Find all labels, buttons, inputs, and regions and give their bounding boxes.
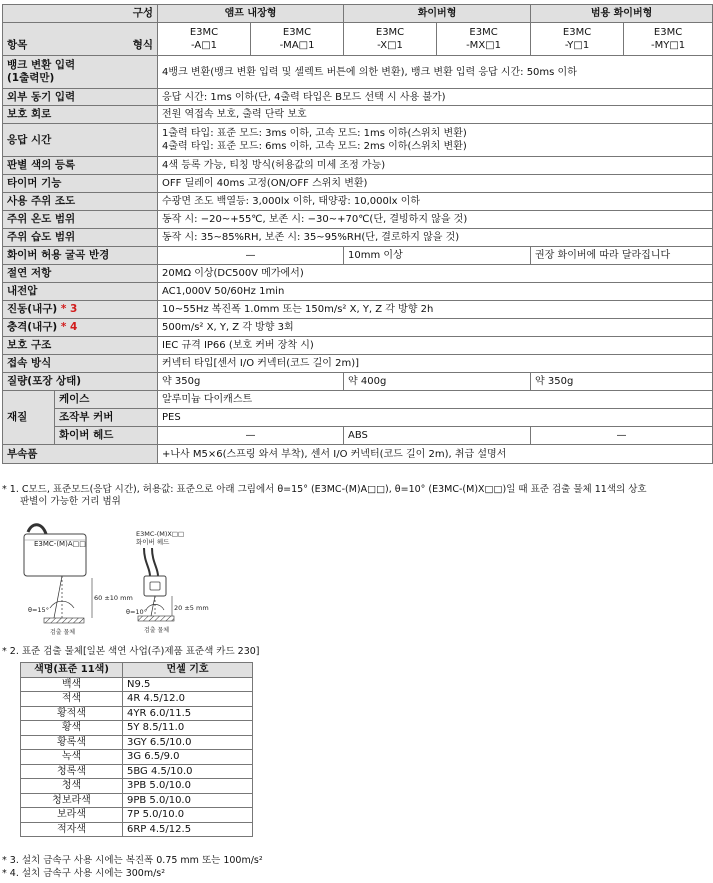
distance-left-label: 60 ±10 mm	[94, 594, 133, 602]
row-color-reg-label: 판별 색의 등록	[3, 157, 158, 175]
munsell-code: 9PB 5.0/10.0	[123, 793, 253, 808]
row-vib	[3, 301, 713, 319]
color-table-header	[21, 663, 253, 678]
row-humid-value: 동작 시: 35~85%RH, 보존 시: 35~95%RH(단, 결로하지 않을 것)	[158, 229, 713, 247]
right-sub-label: 화이버 헤드	[136, 538, 170, 546]
target-object-left	[44, 618, 84, 623]
row-sync	[3, 89, 713, 106]
row-insul-label: 절연 저항	[3, 265, 158, 283]
model-cell-my	[624, 23, 713, 56]
model-suffix: -X□1	[377, 40, 403, 51]
model-series: E3MC	[282, 27, 312, 38]
color-row	[21, 721, 253, 736]
footnote-1	[2, 484, 647, 508]
row-conn-value: 커넥터 타입[센서 I/O 커넥터(코드 길이 2m)]	[158, 355, 713, 373]
row-sync-value: 응답 시간: 1ms 이하(단, 4출력 타입은 B모드 선택 시 사용 불가)	[158, 89, 713, 106]
row-timer-label: 타이머 기능	[3, 175, 158, 193]
color-row	[21, 793, 253, 808]
row-response-label: 응답 시간	[3, 124, 158, 157]
beam-ray-right	[151, 596, 155, 616]
model-suffix: -MX□1	[466, 40, 501, 51]
row-bank-value: 4뱅크 변환(뱅크 변환 입력 및 셀렉트 버튼에 의한 변환), 뱅크 변환 입력 응답 시간: 50ms 이하	[158, 56, 713, 89]
row-response	[3, 124, 713, 157]
header-item-format	[3, 23, 158, 56]
color-name-header: 색명(표준 11색)	[21, 663, 123, 678]
row-conn-label: 접속 방식	[3, 355, 158, 373]
material-case-label: 케이스	[55, 391, 158, 409]
row-weight-general: 약 350g	[531, 373, 713, 391]
row-vib-label-text: 진동(내구)	[7, 303, 58, 315]
munsell-code: 5Y 8.5/11.0	[123, 721, 253, 736]
right-model-label: E3MC-(M)X□□	[136, 530, 185, 538]
row-bank-label	[3, 56, 158, 89]
row-timer-value: OFF 딜레이 40ms 고정(ON/OFF 스위치 변환)	[158, 175, 713, 193]
left-model-label: E3MC-(M)A□□	[34, 540, 86, 548]
row-withstand-label: 내전압	[3, 283, 158, 301]
row-temp-label: 주위 온도 범위	[3, 211, 158, 229]
row-bank	[3, 56, 713, 89]
model-suffix: -MA□1	[279, 40, 315, 51]
header-model-row	[3, 23, 713, 56]
fiber-cable-a	[144, 548, 150, 576]
beam-ray	[54, 576, 62, 618]
munsell-code: 3PB 5.0/10.0	[123, 779, 253, 794]
header-format-label: 형식	[132, 39, 154, 51]
row-weight-amp: 약 350g	[158, 373, 344, 391]
model-suffix: -A□1	[190, 40, 218, 51]
row-ip-label: 보호 구조	[3, 337, 158, 355]
row-material-head	[3, 427, 713, 445]
material-head-label: 화이버 헤드	[55, 427, 158, 445]
cable	[28, 525, 46, 534]
target-label-right: 검출 물체	[144, 627, 170, 634]
response-line2: 4출력 타입: 표준 모드: 6ms 이하, 고속 모드: 2ms 이하(스위치 변환)	[162, 141, 467, 152]
color-name: 보라색	[21, 808, 123, 823]
row-illum	[3, 193, 713, 211]
model-cell-mx	[437, 23, 531, 56]
row-humid-label: 주위 습도 범위	[3, 229, 158, 247]
fiber-cable-b	[152, 548, 158, 576]
color-name: 적색	[21, 692, 123, 707]
footnote-mark-4: * 4	[60, 321, 78, 333]
color-row	[21, 735, 253, 750]
row-temp	[3, 211, 713, 229]
row-bend-fiber: 10mm 이상	[344, 247, 531, 265]
row-withstand	[3, 283, 713, 301]
material-head-amp: —	[158, 427, 344, 445]
row-bank-label-line2: (1출력만)	[7, 72, 55, 84]
model-suffix: -Y□1	[564, 40, 590, 51]
material-case-value: 알루미늄 다이캐스트	[158, 391, 713, 409]
fiber-head-body	[144, 576, 166, 596]
row-material-case	[3, 391, 713, 409]
row-ip	[3, 337, 713, 355]
model-series: E3MC	[189, 27, 219, 38]
row-bend-amp: —	[158, 247, 344, 265]
model-series: E3MC	[653, 27, 683, 38]
color-name: 황록색	[21, 735, 123, 750]
response-line1: 1출력 타입: 표준 모드: 3ms 이하, 고속 모드: 1ms 이하(스위치 변환)	[162, 128, 467, 139]
model-cell-y	[531, 23, 624, 56]
row-insul-value: 20MΩ 이상(DC500V 메가에서)	[158, 265, 713, 283]
color-table	[20, 662, 253, 837]
row-bend	[3, 247, 713, 265]
header-group-amp: 앰프 내장형	[158, 5, 344, 23]
color-name: 청보라색	[21, 793, 123, 808]
footnote-1-line2: 판별이 가능한 거리 범위	[20, 496, 121, 507]
row-shock	[3, 319, 713, 337]
material-cover-value: PES	[158, 409, 713, 427]
row-acc	[3, 445, 713, 464]
row-material-cover	[3, 409, 713, 427]
material-head-fiber: ABS	[344, 427, 531, 445]
header-group-general: 범용 화이버형	[531, 5, 713, 23]
row-weight	[3, 373, 713, 391]
color-row	[21, 779, 253, 794]
munsell-code: 4R 4.5/12.0	[123, 692, 253, 707]
row-timer	[3, 175, 713, 193]
color-row	[21, 706, 253, 721]
row-acc-label: 부속품	[3, 445, 158, 464]
row-vib-label	[3, 301, 158, 319]
color-row	[21, 750, 253, 765]
theta-right-label: θ=10°	[126, 608, 147, 616]
row-response-value	[158, 124, 713, 157]
theta-left-label: θ=15°	[28, 606, 49, 614]
row-weight-fiber: 약 400g	[344, 373, 531, 391]
row-illum-label: 사용 주위 조도	[3, 193, 158, 211]
row-illum-value: 수광면 조도 백열등: 3,000lx 이하, 태양광: 10,000lx 이하	[158, 193, 713, 211]
row-material-label: 재질	[3, 391, 55, 445]
footnote-3: * 3. 설치 금속구 사용 시에는 복진폭 0.75 mm 또는 100m/s²	[2, 855, 263, 866]
model-cell-ma	[251, 23, 344, 56]
color-row	[21, 692, 253, 707]
model-suffix: -MY□1	[650, 40, 686, 51]
color-name: 청색	[21, 779, 123, 794]
row-sync-label: 외부 동기 입력	[3, 89, 158, 106]
footnote-4: * 4. 설치 금속구 사용 시에는 300m/s²	[2, 868, 166, 879]
model-series: E3MC	[469, 27, 498, 38]
spec-table	[2, 4, 713, 464]
munsell-code: 3GY 6.5/10.0	[123, 735, 253, 750]
footnote-mark-3: * 3	[60, 303, 78, 315]
material-cover-label: 조작부 커버	[55, 409, 158, 427]
header-item-label: 항목	[7, 39, 28, 51]
distance-right-label: 20 ±5 mm	[174, 604, 209, 612]
header-group-row	[3, 5, 713, 23]
row-vib-value: 10~55Hz 복진폭 1.0mm 또는 150m/s² X, Y, Z 각 방향 2h	[158, 301, 713, 319]
munsell-code: 3G 6.5/9.0	[123, 750, 253, 765]
munsell-code: 5BG 4.5/10.0	[123, 764, 253, 779]
model-cell-a	[158, 23, 251, 56]
model-series: E3MC	[562, 27, 592, 38]
detection-figure	[10, 522, 260, 642]
row-protect-value: 전원 역접속 보호, 출력 단락 보호	[158, 106, 713, 124]
row-temp-value: 동작 시: −20~+55℃, 보존 시: −30~+70℃(단, 결빙하지 않을 것)	[158, 211, 713, 229]
munsell-code: 4YR 6.0/11.5	[123, 706, 253, 721]
header-config-label: 구성	[3, 5, 158, 23]
row-weight-label: 질량(포장 상태)	[3, 373, 158, 391]
color-name: 적자색	[21, 822, 123, 837]
color-name: 청록색	[21, 764, 123, 779]
header-group-fiber: 화이버형	[344, 5, 531, 23]
munsell-code: N9.5	[123, 677, 253, 692]
target-object-right	[138, 616, 174, 621]
row-color-reg-value: 4색 등록 가능, 티칭 방식(허용값의 미세 조정 가능)	[158, 157, 713, 175]
row-bend-general: 권장 화이버에 따라 달라집니다	[531, 247, 713, 265]
footnote-1-line1: * 1. C모드, 표준모드(응답 시간), 허용값: 표준으로 아래 그림에서 θ=15° (E3MC-(M)A□□), θ=10° (E3MC-(M)X□□)일 때 표준 검출 물체 11색의 상호	[2, 484, 647, 495]
row-protect	[3, 106, 713, 124]
row-shock-value: 500m/s² X, Y, Z 각 방향 3회	[158, 319, 713, 337]
row-acc-value: +나사 M5×6(스프링 와셔 부착), 센서 I/O 커넥터(코드 길이 2m), 취급 설명서	[158, 445, 713, 464]
row-withstand-value: AC1,000V 50/60Hz 1min	[158, 283, 713, 301]
row-shock-label-text: 충격(내구)	[7, 321, 58, 333]
row-bend-label: 화이버 허용 굴곡 반경	[3, 247, 158, 265]
footnote-2: * 2. 표준 검출 물체[일본 색연 사업(주)제품 표준색 카드 230]	[2, 646, 260, 657]
row-ip-value: IEC 규격 IP66 (보호 커버 장착 시)	[158, 337, 713, 355]
row-conn	[3, 355, 713, 373]
row-insul	[3, 265, 713, 283]
color-row	[21, 677, 253, 692]
color-row	[21, 808, 253, 823]
material-head-general: —	[531, 427, 713, 445]
color-name: 황색	[21, 721, 123, 736]
munsell-header: 먼셀 기호	[123, 663, 253, 678]
munsell-code: 6RP 4.5/12.5	[123, 822, 253, 837]
row-protect-label: 보호 회로	[3, 106, 158, 124]
target-label-left: 검출 물체	[50, 629, 76, 636]
color-name: 녹색	[21, 750, 123, 765]
row-color-reg	[3, 157, 713, 175]
row-humid	[3, 229, 713, 247]
color-row	[21, 764, 253, 779]
munsell-code: 7P 5.0/10.0	[123, 808, 253, 823]
model-series: E3MC	[375, 27, 405, 38]
model-cell-x	[344, 23, 437, 56]
row-shock-label	[3, 319, 158, 337]
color-name: 백색	[21, 677, 123, 692]
row-bank-label-line1: 뱅크 변환 입력	[7, 59, 76, 71]
color-name: 황적색	[21, 706, 123, 721]
color-row	[21, 822, 253, 837]
